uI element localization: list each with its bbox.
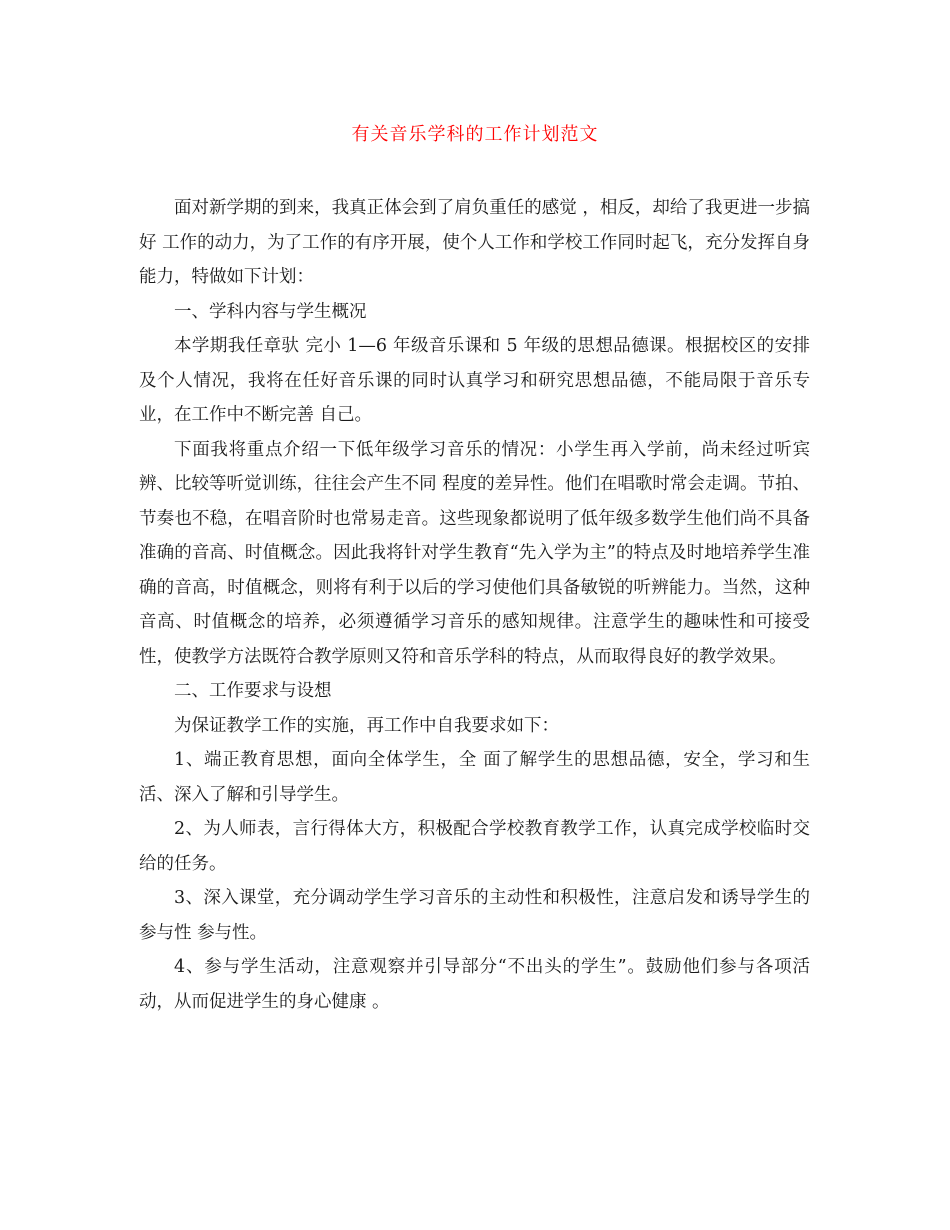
paragraph-intro: 面对新学期的到来，我真正体会到了肩负重任的感觉 ，相反，却给了我更进一步搞好 工作的动力，为了工作的有序开展，使个人工作和学校工作同时起飞，充分发挥自身能力，特做如下计划：	[139, 198, 810, 287]
paragraph-lower-grade-situation: 下面我将重点介绍一下低年级学习音乐的情况：小学生再入学前，尚未经过听宾辨、比较等听觉训练，往往会产生不同 程度的差异性。他们在唱歌时常会走调。节拍、节奏也不稳，在唱音阶时也常易走音。这些现象都说明了低年级多数学生他们尚不具备准确的音高、时值概念。因此我将针对学生教育“先入学为主”的特点及时地培养学生准确的音高，时值概念，则将有利于以后的学习使他们具备敏锐的听辨能力。当然，这种音高、时值概念的培养，必须遵循学习音乐的感知规律。注意学生的趣味性和可接受性，使教学方法既符合教学原则又符和音乐学科的特点，从而取得良好的教学效果。	[139, 439, 810, 667]
list-item-3: 3、深入课堂，充分调动学生学习音乐的主动性和积极性，注意启发和诱导学生的参与性 参与性。	[139, 888, 810, 943]
section-heading-2: 二、工作要求与设想	[174, 681, 332, 701]
list-item-1: 1、端正教育思想，面向全体学生，全 面了解学生的思想品德，安全，学习和生活、深入了解和引导学生。	[139, 750, 810, 805]
list-item-2: 2、为人师表，言行得体大方，积极配合学校教育教学工作，认真完成学校临时交给的任务。	[139, 819, 810, 874]
paragraph-requirements-intro: 为保证教学工作的实施，再工作中自我要求如下：	[174, 715, 559, 736]
section-heading-1: 一、学科内容与学生概况	[174, 301, 367, 322]
document-body	[139, 191, 810, 1019]
list-item-4: 4、参与学生活动，注意观察并引导部分“不出头的学生”。鼓励他们参与各项活动，从而促进学生的身心健康 。	[139, 957, 810, 1012]
paragraph-course-overview: 本学期我任章驮 完小 1—6 年级音乐课和 5 年级的思想品德课。根据校区的安排及个人情况，我将在任好音乐课的同时认真学习和研究思想品德，不能局限于音乐专业，在工作中不断完善 自己。	[139, 336, 810, 425]
document-title: 有关音乐学科的工作计划范文	[351, 124, 599, 145]
